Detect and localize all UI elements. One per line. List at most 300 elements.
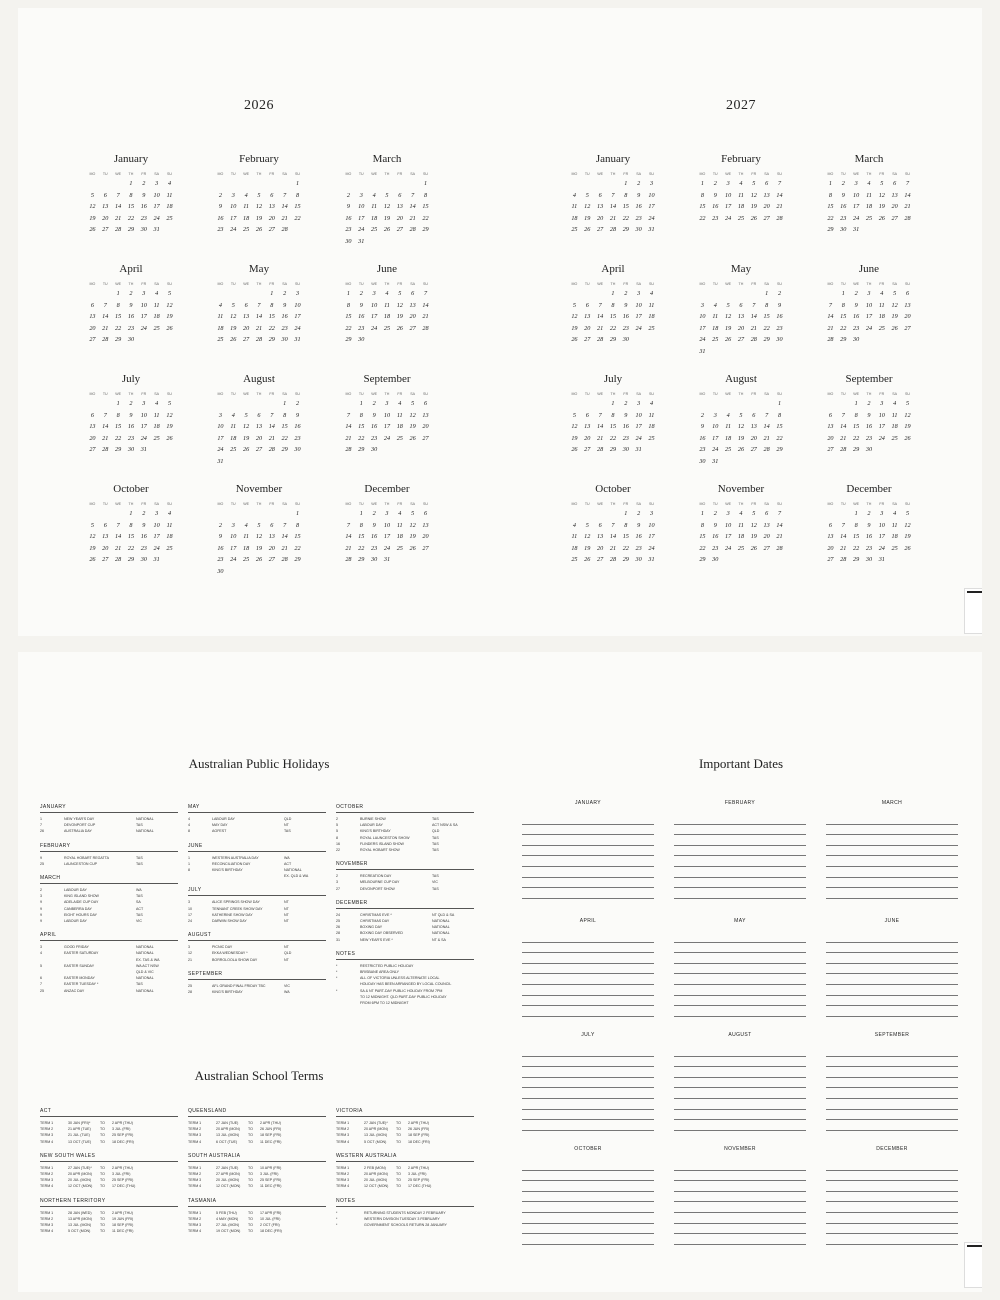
day-cell[interactable]: 1 [359, 510, 363, 517]
day-cell[interactable]: 29 [840, 336, 847, 343]
day-cell[interactable]: 1 [828, 180, 832, 187]
writing-line[interactable] [826, 1120, 958, 1131]
day-cell[interactable]: 26 [255, 556, 263, 563]
day-cell[interactable]: 27 [243, 336, 250, 343]
writing-line[interactable] [826, 996, 958, 1007]
day-cell[interactable]: 3 [385, 400, 389, 407]
day-cell[interactable]: 10 [635, 411, 642, 419]
day-cell[interactable]: 9 [841, 191, 845, 199]
day-cell[interactable]: 31 [217, 457, 224, 465]
day-cell[interactable]: 5 [167, 400, 172, 407]
day-cell[interactable]: 10 [140, 301, 147, 309]
day-cell[interactable]: 3 [649, 180, 654, 187]
day-cell[interactable]: 22 [622, 214, 629, 222]
day-cell[interactable]: 11 [396, 521, 403, 529]
day-cell[interactable]: 24 [725, 214, 732, 222]
day-cell[interactable]: 5 [572, 301, 576, 309]
day-cell[interactable]: 19 [878, 203, 885, 210]
day-cell[interactable]: 23 [358, 324, 365, 332]
day-cell[interactable]: 20 [89, 434, 96, 442]
day-cell[interactable]: 13 [396, 203, 403, 210]
day-cell[interactable]: 2 [142, 180, 146, 187]
day-cell[interactable]: 18 [891, 533, 898, 540]
writing-line[interactable] [522, 1160, 654, 1171]
writing-line[interactable] [522, 1213, 654, 1224]
writing-line[interactable] [826, 953, 958, 964]
day-cell[interactable]: 30 [345, 237, 352, 245]
day-cell[interactable]: 15 [422, 203, 429, 210]
day-cell[interactable]: 4 [372, 191, 376, 199]
day-cell[interactable]: 24 [648, 214, 655, 222]
writing-line[interactable] [522, 1099, 654, 1110]
day-cell[interactable]: 11 [153, 411, 160, 419]
day-cell[interactable]: 3 [713, 411, 717, 419]
day-cell[interactable]: 6 [90, 411, 94, 419]
writing-line[interactable] [522, 1171, 654, 1182]
day-cell[interactable]: 29 [345, 336, 352, 343]
day-cell[interactable]: 1 [270, 290, 274, 297]
day-cell[interactable]: 24 [635, 324, 642, 332]
day-cell[interactable]: 16 [345, 214, 352, 222]
day-cell[interactable]: 18 [725, 434, 732, 442]
day-cell[interactable]: 21 [776, 203, 783, 210]
day-cell[interactable]: 3 [218, 411, 222, 419]
day-cell[interactable]: 1 [116, 400, 120, 407]
day-cell[interactable]: 7 [598, 411, 602, 419]
day-cell[interactable]: 15 [622, 533, 629, 540]
day-cell[interactable]: 4 [739, 180, 743, 187]
day-cell[interactable]: 6 [739, 301, 743, 309]
day-cell[interactable]: 20 [750, 434, 757, 442]
day-cell[interactable]: 26 [396, 324, 403, 332]
day-cell[interactable]: 7 [346, 411, 350, 419]
day-cell[interactable]: 29 [358, 556, 365, 563]
day-cell[interactable]: 26 [750, 544, 757, 552]
writing-line[interactable] [826, 1078, 958, 1089]
day-cell[interactable]: 9 [624, 301, 628, 309]
day-cell[interactable]: 12 [584, 533, 591, 540]
day-cell[interactable]: 19 [243, 434, 250, 442]
day-cell[interactable]: 11 [712, 313, 719, 320]
day-cell[interactable]: 5 [385, 191, 389, 199]
day-cell[interactable]: 8 [116, 301, 120, 309]
day-cell[interactable]: 8 [765, 301, 769, 309]
day-cell[interactable]: 24 [878, 544, 885, 552]
writing-line[interactable] [522, 1067, 654, 1078]
day-cell[interactable]: 12 [166, 301, 173, 309]
day-cell[interactable]: 4 [726, 411, 730, 419]
day-cell[interactable]: 9 [346, 203, 350, 210]
day-cell[interactable]: 7 [346, 521, 350, 529]
day-cell[interactable]: 8 [700, 521, 704, 529]
writing-line[interactable] [522, 878, 654, 889]
day-cell[interactable]: 22 [853, 434, 860, 442]
writing-line[interactable] [826, 867, 958, 878]
day-cell[interactable]: 20 [243, 324, 250, 332]
day-cell[interactable]: 16 [281, 313, 288, 320]
day-cell[interactable]: 11 [725, 423, 731, 430]
day-cell[interactable]: 29 [853, 446, 860, 453]
day-cell[interactable]: 19 [584, 544, 591, 552]
day-cell[interactable]: 11 [243, 203, 249, 210]
day-cell[interactable]: 6 [598, 191, 602, 199]
day-cell[interactable]: 3 [155, 510, 159, 517]
day-cell[interactable]: 16 [127, 423, 135, 430]
day-cell[interactable]: 16 [865, 533, 873, 540]
day-cell[interactable]: 26 [737, 446, 745, 453]
day-cell[interactable]: 10 [878, 521, 885, 529]
day-cell[interactable]: 5 [585, 521, 589, 529]
day-cell[interactable]: 17 [217, 434, 224, 442]
day-cell[interactable]: 23 [345, 226, 352, 233]
day-cell[interactable]: 13 [597, 203, 604, 210]
day-cell[interactable]: 18 [243, 214, 250, 222]
day-cell[interactable]: 1 [854, 510, 858, 517]
day-cell[interactable]: 7 [116, 521, 120, 529]
day-cell[interactable]: 9 [777, 301, 782, 309]
day-cell[interactable]: 13 [243, 313, 250, 320]
day-cell[interactable]: 15 [699, 203, 706, 210]
day-cell[interactable]: 1 [359, 400, 363, 407]
day-cell[interactable]: 19 [750, 203, 757, 210]
day-cell[interactable]: 28 [281, 556, 288, 563]
day-cell[interactable]: 1 [423, 180, 428, 187]
day-cell[interactable]: 26 [383, 226, 391, 233]
day-cell[interactable]: 26 [166, 434, 173, 442]
page-tab[interactable] [964, 588, 982, 634]
day-cell[interactable]: 2 [854, 290, 858, 297]
day-cell[interactable]: 30 [294, 446, 301, 453]
day-cell[interactable]: 7 [103, 301, 107, 309]
day-cell[interactable]: 15 [115, 423, 122, 430]
day-cell[interactable]: 27 [737, 336, 745, 343]
day-cell[interactable]: 5 [257, 521, 261, 529]
day-cell[interactable]: 25 [648, 434, 655, 442]
day-cell[interactable]: 24 [712, 446, 719, 453]
day-cell[interactable]: 15 [776, 423, 783, 430]
writing-line[interactable] [674, 1213, 806, 1224]
day-cell[interactable]: 23 [840, 214, 847, 222]
day-cell[interactable]: 3 [142, 290, 146, 297]
day-cell[interactable]: 17 [635, 313, 642, 320]
writing-line[interactable] [522, 1046, 654, 1057]
writing-line[interactable] [674, 985, 806, 996]
day-cell[interactable]: 9 [142, 521, 146, 529]
day-cell[interactable]: 2 [841, 180, 845, 187]
day-cell[interactable]: 31 [153, 556, 160, 563]
day-cell[interactable]: 22 [281, 434, 288, 442]
day-cell[interactable]: 23 [699, 446, 706, 453]
writing-line[interactable] [826, 943, 958, 954]
day-cell[interactable]: 24 [865, 324, 873, 332]
day-cell[interactable]: 30 [217, 567, 224, 575]
day-cell[interactable]: 14 [115, 203, 122, 210]
day-cell[interactable]: 17 [725, 533, 732, 540]
day-cell[interactable]: 2 [346, 191, 350, 199]
day-cell[interactable]: 5 [398, 290, 402, 297]
day-cell[interactable]: 11 [371, 203, 377, 210]
day-cell[interactable]: 22 [115, 434, 122, 442]
writing-line[interactable] [826, 932, 958, 943]
day-cell[interactable]: 20 [268, 214, 275, 222]
day-cell[interactable]: 1 [295, 510, 300, 517]
day-cell[interactable]: 18 [396, 423, 403, 430]
writing-line[interactable] [674, 1110, 806, 1121]
day-cell[interactable]: 17 [635, 423, 642, 430]
day-cell[interactable]: 20 [827, 544, 834, 552]
day-cell[interactable]: 8 [624, 521, 628, 529]
day-cell[interactable]: 29 [622, 556, 629, 563]
writing-line[interactable] [674, 1099, 806, 1110]
day-cell[interactable]: 10 [865, 301, 873, 309]
day-cell[interactable]: 11 [648, 301, 655, 309]
day-cell[interactable]: 9 [372, 411, 376, 419]
writing-line[interactable] [674, 814, 806, 825]
day-cell[interactable]: 4 [398, 400, 402, 407]
day-cell[interactable]: 27 [102, 556, 109, 563]
day-cell[interactable]: 2 [777, 290, 782, 297]
day-cell[interactable]: 12 [725, 313, 732, 320]
writing-line[interactable] [522, 974, 654, 985]
day-cell[interactable]: 30 [622, 336, 629, 343]
day-cell[interactable]: 1 [700, 180, 704, 187]
day-cell[interactable]: 24 [153, 544, 160, 552]
day-cell[interactable]: 24 [358, 226, 365, 233]
day-cell[interactable]: 11 [878, 301, 885, 309]
day-cell[interactable]: 18 [571, 214, 578, 222]
writing-line[interactable] [674, 943, 806, 954]
day-cell[interactable]: 9 [624, 411, 628, 419]
day-cell[interactable]: 25 [865, 214, 873, 222]
day-cell[interactable]: 5 [572, 411, 576, 419]
day-cell[interactable]: 26 [89, 556, 96, 563]
day-cell[interactable]: 19 [89, 544, 96, 552]
day-cell[interactable]: 27 [750, 446, 757, 453]
day-cell[interactable]: 11 [891, 521, 898, 529]
day-cell[interactable]: 4 [867, 180, 871, 187]
day-cell[interactable]: 6 [598, 521, 602, 529]
day-cell[interactable]: 18 [230, 434, 237, 442]
day-cell[interactable]: 2 [218, 521, 222, 529]
day-cell[interactable]: 7 [905, 180, 910, 187]
day-cell[interactable]: 31 [648, 226, 655, 233]
day-cell[interactable]: 30 [865, 556, 873, 563]
day-cell[interactable]: 14 [255, 313, 263, 320]
writing-line[interactable] [522, 953, 654, 964]
day-cell[interactable]: 12 [750, 521, 757, 529]
day-cell[interactable]: 10 [383, 521, 391, 529]
day-cell[interactable]: 9 [867, 411, 871, 419]
day-cell[interactable]: 17 [358, 214, 365, 222]
day-cell[interactable]: 15 [345, 313, 352, 320]
writing-line[interactable] [674, 846, 806, 857]
day-cell[interactable]: 21 [268, 434, 275, 442]
writing-line[interactable] [674, 1078, 806, 1089]
day-cell[interactable]: 9 [129, 411, 133, 419]
day-cell[interactable]: 27 [396, 226, 403, 233]
day-cell[interactable]: 16 [853, 313, 860, 320]
writing-line[interactable] [522, 1057, 654, 1068]
day-cell[interactable]: 16 [371, 533, 378, 540]
writing-line[interactable] [826, 856, 958, 867]
writing-line[interactable] [674, 825, 806, 836]
day-cell[interactable]: 30 [865, 446, 873, 453]
day-cell[interactable]: 23 [622, 434, 629, 442]
day-cell[interactable]: 20 [904, 313, 911, 320]
day-cell[interactable]: 30 [127, 446, 135, 453]
day-cell[interactable]: 13 [268, 533, 275, 540]
day-cell[interactable]: 10 [153, 521, 160, 529]
writing-line[interactable] [826, 1181, 958, 1192]
day-cell[interactable]: 22 [345, 324, 352, 332]
day-cell[interactable]: 2 [372, 510, 376, 517]
day-cell[interactable]: 4 [649, 400, 654, 407]
day-cell[interactable]: 12 [737, 423, 745, 430]
day-cell[interactable]: 9 [372, 521, 376, 529]
day-cell[interactable]: 28 [345, 446, 352, 453]
day-cell[interactable]: 18 [371, 214, 378, 222]
day-cell[interactable]: 20 [827, 434, 834, 442]
day-cell[interactable]: 9 [700, 423, 704, 430]
day-cell[interactable]: 15 [281, 423, 288, 430]
day-cell[interactable]: 14 [904, 191, 911, 199]
day-cell[interactable]: 21 [840, 434, 847, 442]
day-cell[interactable]: 25 [878, 324, 885, 332]
day-cell[interactable]: 16 [712, 203, 719, 210]
day-cell[interactable]: 14 [776, 521, 783, 529]
day-cell[interactable]: 20 [584, 324, 591, 332]
day-cell[interactable]: 18 [217, 324, 224, 332]
day-cell[interactable]: 14 [115, 533, 122, 540]
day-cell[interactable]: 14 [281, 203, 288, 210]
writing-line[interactable] [826, 1057, 958, 1068]
day-cell[interactable]: 26 [584, 226, 591, 233]
day-cell[interactable]: 12 [383, 203, 391, 210]
writing-line[interactable] [674, 856, 806, 867]
day-cell[interactable]: 16 [217, 544, 224, 552]
day-cell[interactable]: 12 [409, 411, 416, 419]
day-cell[interactable]: 27 [255, 446, 263, 453]
writing-line[interactable] [674, 1192, 806, 1203]
writing-line[interactable] [522, 825, 654, 836]
day-cell[interactable]: 31 [140, 446, 147, 453]
day-cell[interactable]: 17 [140, 313, 147, 320]
day-cell[interactable]: 6 [828, 521, 832, 529]
day-cell[interactable]: 5 [90, 521, 94, 529]
day-cell[interactable]: 2 [218, 191, 222, 199]
day-cell[interactable]: 3 [155, 180, 159, 187]
writing-line[interactable] [674, 835, 806, 846]
writing-line[interactable] [674, 1067, 806, 1078]
writing-line[interactable] [674, 1088, 806, 1099]
day-cell[interactable]: 30 [853, 336, 860, 343]
day-cell[interactable]: 3 [880, 510, 884, 517]
day-cell[interactable]: 13 [422, 411, 429, 419]
day-cell[interactable]: 15 [127, 203, 135, 210]
day-cell[interactable]: 4 [893, 400, 897, 407]
day-cell[interactable]: 16 [358, 313, 365, 320]
day-cell[interactable]: 13 [255, 423, 263, 430]
day-cell[interactable]: 13 [827, 423, 834, 430]
day-cell[interactable]: 29 [763, 336, 770, 343]
day-cell[interactable]: 4 [155, 290, 159, 297]
day-cell[interactable]: 2 [867, 510, 871, 517]
day-cell[interactable]: 18 [712, 324, 719, 332]
day-cell[interactable]: 28 [102, 336, 109, 343]
day-cell[interactable]: 15 [699, 533, 706, 540]
day-cell[interactable]: 5 [905, 510, 910, 517]
day-cell[interactable]: 28 [827, 336, 834, 343]
day-cell[interactable]: 21 [345, 434, 352, 442]
day-cell[interactable]: 10 [383, 411, 391, 419]
day-cell[interactable]: 6 [423, 510, 428, 517]
day-cell[interactable]: 7 [752, 301, 756, 309]
day-cell[interactable]: 5 [411, 510, 415, 517]
day-cell[interactable]: 26 [584, 556, 591, 563]
day-cell[interactable]: 31 [294, 336, 301, 343]
day-cell[interactable]: 26 [166, 324, 173, 332]
day-cell[interactable]: 27 [89, 336, 96, 343]
day-cell[interactable]: 17 [383, 533, 391, 540]
day-cell[interactable]: 21 [255, 324, 263, 332]
writing-line[interactable] [826, 1160, 958, 1171]
writing-line[interactable] [826, 846, 958, 857]
writing-line[interactable] [522, 856, 654, 867]
day-cell[interactable]: 14 [763, 423, 770, 430]
day-cell[interactable]: 28 [840, 556, 847, 563]
day-cell[interactable]: 25 [571, 226, 578, 233]
day-cell[interactable]: 16 [699, 434, 706, 442]
writing-line[interactable] [522, 1181, 654, 1192]
day-cell[interactable]: 25 [737, 214, 745, 222]
day-cell[interactable]: 30 [622, 446, 629, 453]
day-cell[interactable]: 24 [635, 434, 642, 442]
day-cell[interactable]: 15 [294, 203, 301, 210]
day-cell[interactable]: 19 [89, 214, 96, 222]
day-cell[interactable]: 29 [127, 226, 135, 233]
day-cell[interactable]: 29 [127, 556, 135, 563]
day-cell[interactable]: 21 [115, 544, 122, 552]
day-cell[interactable]: 1 [624, 510, 628, 517]
day-cell[interactable]: 9 [283, 301, 287, 309]
day-cell[interactable]: 29 [115, 446, 122, 453]
day-cell[interactable]: 28 [345, 556, 352, 563]
day-cell[interactable]: 23 [865, 434, 873, 442]
day-cell[interactable]: 23 [140, 214, 147, 222]
day-cell[interactable]: 20 [891, 203, 898, 210]
day-cell[interactable]: 2 [700, 411, 704, 419]
day-cell[interactable]: 27 [763, 214, 770, 222]
writing-line[interactable] [674, 974, 806, 985]
day-cell[interactable]: 17 [725, 203, 732, 210]
day-cell[interactable]: 21 [102, 324, 109, 332]
day-cell[interactable]: 28 [776, 544, 783, 552]
day-cell[interactable]: 27 [89, 446, 96, 453]
day-cell[interactable]: 28 [763, 446, 770, 453]
day-cell[interactable]: 22 [268, 324, 275, 332]
day-cell[interactable]: 11 [891, 411, 898, 419]
day-cell[interactable]: 1 [129, 510, 133, 517]
writing-line[interactable] [826, 1192, 958, 1203]
day-cell[interactable]: 10 [371, 301, 378, 309]
day-cell[interactable]: 7 [611, 191, 615, 199]
day-cell[interactable]: 23 [853, 324, 860, 332]
day-cell[interactable]: 17 [853, 203, 860, 210]
day-cell[interactable]: 16 [635, 203, 642, 210]
day-cell[interactable]: 6 [423, 400, 428, 407]
day-cell[interactable]: 15 [763, 313, 770, 320]
day-cell[interactable]: 1 [624, 180, 628, 187]
